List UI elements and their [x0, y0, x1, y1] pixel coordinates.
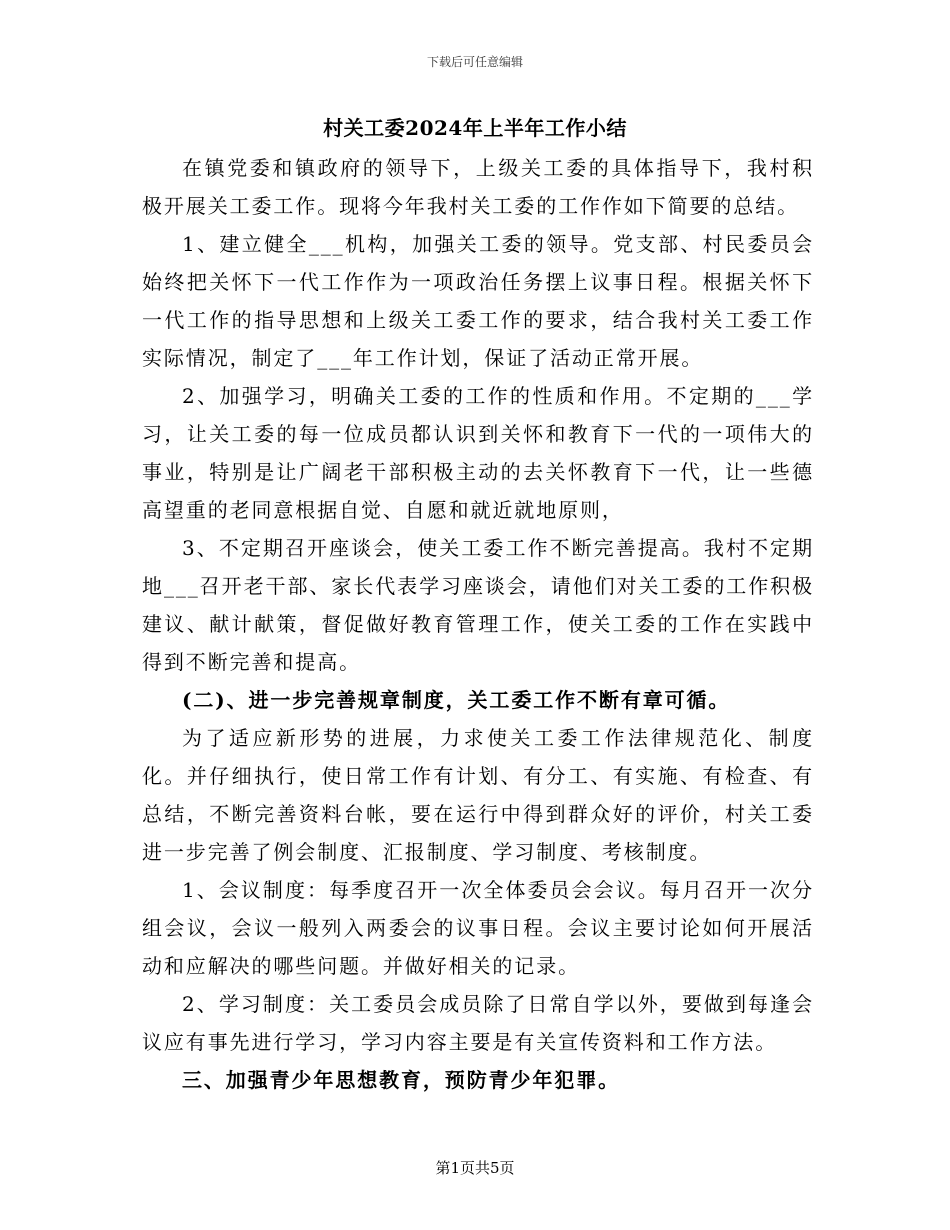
paragraph-intro: 在镇党委和镇政府的领导下，上级关工委的具体指导下，我村积极开展关工委工作。现将今年我村关工委的工作作如下简要的总结。: [142, 156, 814, 218]
paragraph-study-system: 2、学习制度：关工委员会成员除了日常自学以外，要做到每逢会议应有事先进行学习，学习内容主要是有关宣传资料和工作方法。: [142, 992, 814, 1054]
section-heading-3: 三、加强青少年思想教育，预防青少年犯罪。: [182, 1068, 620, 1092]
paragraph-meeting-system: 1、会议制度：每季度召开一次全体委员会会议。每月召开一次分组会议，会议一般列入两委会的议事日程。会议主要讨论如何开展活动和应解决的哪些问题。并做好相关的记录。: [142, 878, 814, 978]
section-heading-2: (二)、进一步完善规章制度，关工委工作不断有章可循。: [182, 688, 731, 712]
paragraph-regulations: 为了适应新形势的进展，力求使关工委工作法律规范化、制度化。并仔细执行，使日常工作有计划、有分工、有实施、有检查、有总结，不断完善资料台帐，要在运行中得到群众好的评价，村关工委进一步完善了例会制度、汇报制度、学习制度、考核制度。: [142, 726, 814, 864]
document-title: 村关工委2024年上半年工作小结: [323, 116, 627, 140]
page-footer: 第1页共5页: [435, 1159, 515, 1177]
paragraph-item-2-study: 2、加强学习，明确关工委的工作的性质和作用。不定期的___学习，让关工委的每一位成员都认识到关怀和教育下一代的一项伟大的事业，特别是让广阔老干部积极主动的去关怀教育下一代，让一些德高望重的老同意根据自觉、自愿和就近就地原则，: [142, 384, 814, 522]
document-body: [142, 149, 814, 1099]
paragraph-item-3-symposium: 3、不定期召开座谈会，使关工委工作不断完善提高。我村不定期地___召开老干部、家长代表学习座谈会，请他们对关工委的工作积极建议、献计献策，督促做好教育管理工作，使关工委的工作在实践中得到不断完善和提高。: [142, 536, 814, 674]
paragraph-item-1-organization: 1、建立健全___机构，加强关工委的领导。党支部、村民委员会始终把关怀下一代工作作为一项政治任务摆上议事日程。根据关怀下一代工作的指导思想和上级关工委工作的要求，结合我村关工委工作实际情况，制定了___年工作计划，保证了活动正常开展。: [142, 232, 814, 370]
page-header-note: 下载后可任意编辑: [426, 55, 523, 69]
